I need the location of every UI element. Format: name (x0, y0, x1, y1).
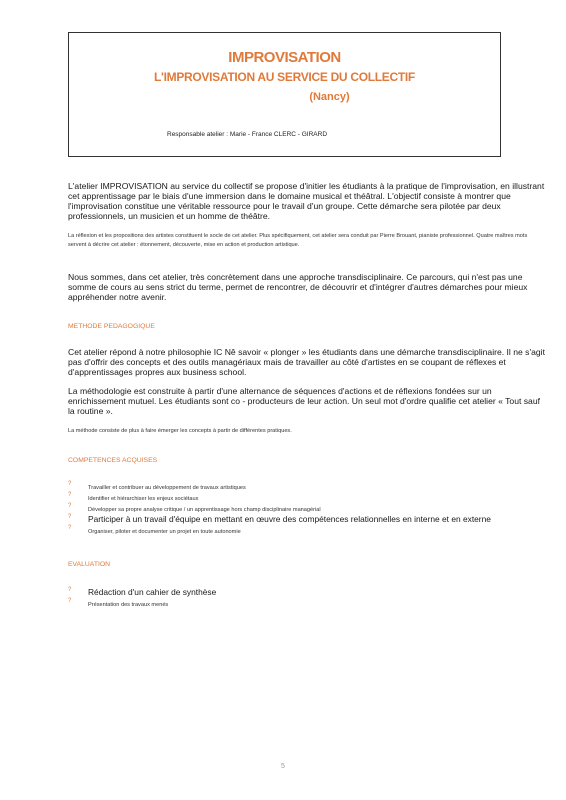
page-subtitle: L'IMPROVISATION AU SERVICE DU COLLECTIF (154, 70, 415, 84)
methode-heading: METHODE PEDAGOGIQUE (68, 323, 155, 330)
methode-paragraph-1: Cet atelier répond à notre philosophie IC Nê savoir « plonger » les étudiants dans une démarche transdisciplinaire. Il ne s'agit pas d'offrir des concepts et des outils managériaux mais de travailler au côté d'artistes en se coupant de réflexes et d'apprentissages propres aux business school. (68, 347, 545, 377)
evaluation-heading: EVALUATION (68, 561, 111, 568)
intro-paragraph-2: La réflexion et les propositions des artistes constituent le socle de cet atelier. Plus spécifiquement, cet atelier sera conduit par Pierre Brouant, pianiste professionnel. Quatre maîtres mots servent à décrire cet atelier : étonnement, découverte, mise en action et production artistique. (68, 233, 528, 248)
bullet-marker: ? (68, 503, 72, 509)
intro-paragraph-3: Nous sommes, dans cet atelier, très concrètement dans une approche transdisciplinaire. Ce parcours, qui n'est pas une somme de cours au sens strict du terme, permet de rencontrer, de découvrir et d'intégrer d'autres démarches pour mieux appréhender notre avenir. (68, 272, 528, 302)
list-item: ? Organiser, piloter et documenter un projet en toute autonomie (68, 525, 241, 535)
list-item: ? Identifier et hiérarchiser les enjeux sociétaux (68, 492, 199, 502)
page-number: 5 (281, 763, 285, 770)
title-box (68, 32, 501, 157)
responsable-line: Responsable atelier : Marie - France CLERC - GIRARD (167, 131, 328, 138)
methode-paragraph-2: La méthodologie est construite à partir d'une alternance de séquences d'actions et de réflexions fondées sur un enrichissement mutuel. Les étudiants sont co - producteurs de leur action. Un seul mot d'ordre qualifie cet atelier « Tout sauf la routine ». (68, 386, 541, 416)
list-item: ? Rédaction d'un cahier de synthèse (68, 587, 217, 597)
competences-list (68, 479, 548, 534)
bullet-marker: ? (68, 598, 72, 604)
evaluation-list (68, 585, 548, 607)
bullet-marker: ? (68, 525, 72, 531)
list-item: ? Participer à un travail d'équipe en mettant en œuvre des compétences relationnelles en interne et en externe (68, 514, 491, 524)
bullet-marker: ? (68, 481, 72, 487)
methode-paragraph-3: La méthode consiste de plus à faire émerger les concepts à partir de différentes pratiques. (68, 428, 292, 434)
page-title: IMPROVISATION (228, 49, 341, 66)
list-item: ? Travailler et contribuer au développement de travaux artistiques (68, 481, 246, 491)
intro-paragraph-1: L'atelier IMPROVISATION au service du collectif se propose d'initier les étudiants à la pratique de l'improvisation, en illustrant cet apprentissage par le biais d'une immersion dans le domaine musical et théâtral. L'objectif consiste à montrer que l'improvisation constitue une véritable ressource pour le travail d'un groupe. Cette démarche sera pilotée par deux professionnels, un musicien et un homme de théâtre. (68, 181, 545, 221)
location-label: (Nancy) (309, 91, 350, 103)
bullet-marker: ? (68, 587, 72, 593)
competences-heading: COMPETENCES ACQUISES (68, 457, 158, 464)
bullet-marker: ? (68, 492, 72, 498)
bullet-marker: ? (68, 514, 72, 520)
list-item: ? Présentation des travaux menés (68, 598, 169, 608)
list-item: ? Développer sa propre analyse critique / un apprentissage hors champ disciplinaire managérial (68, 503, 321, 513)
